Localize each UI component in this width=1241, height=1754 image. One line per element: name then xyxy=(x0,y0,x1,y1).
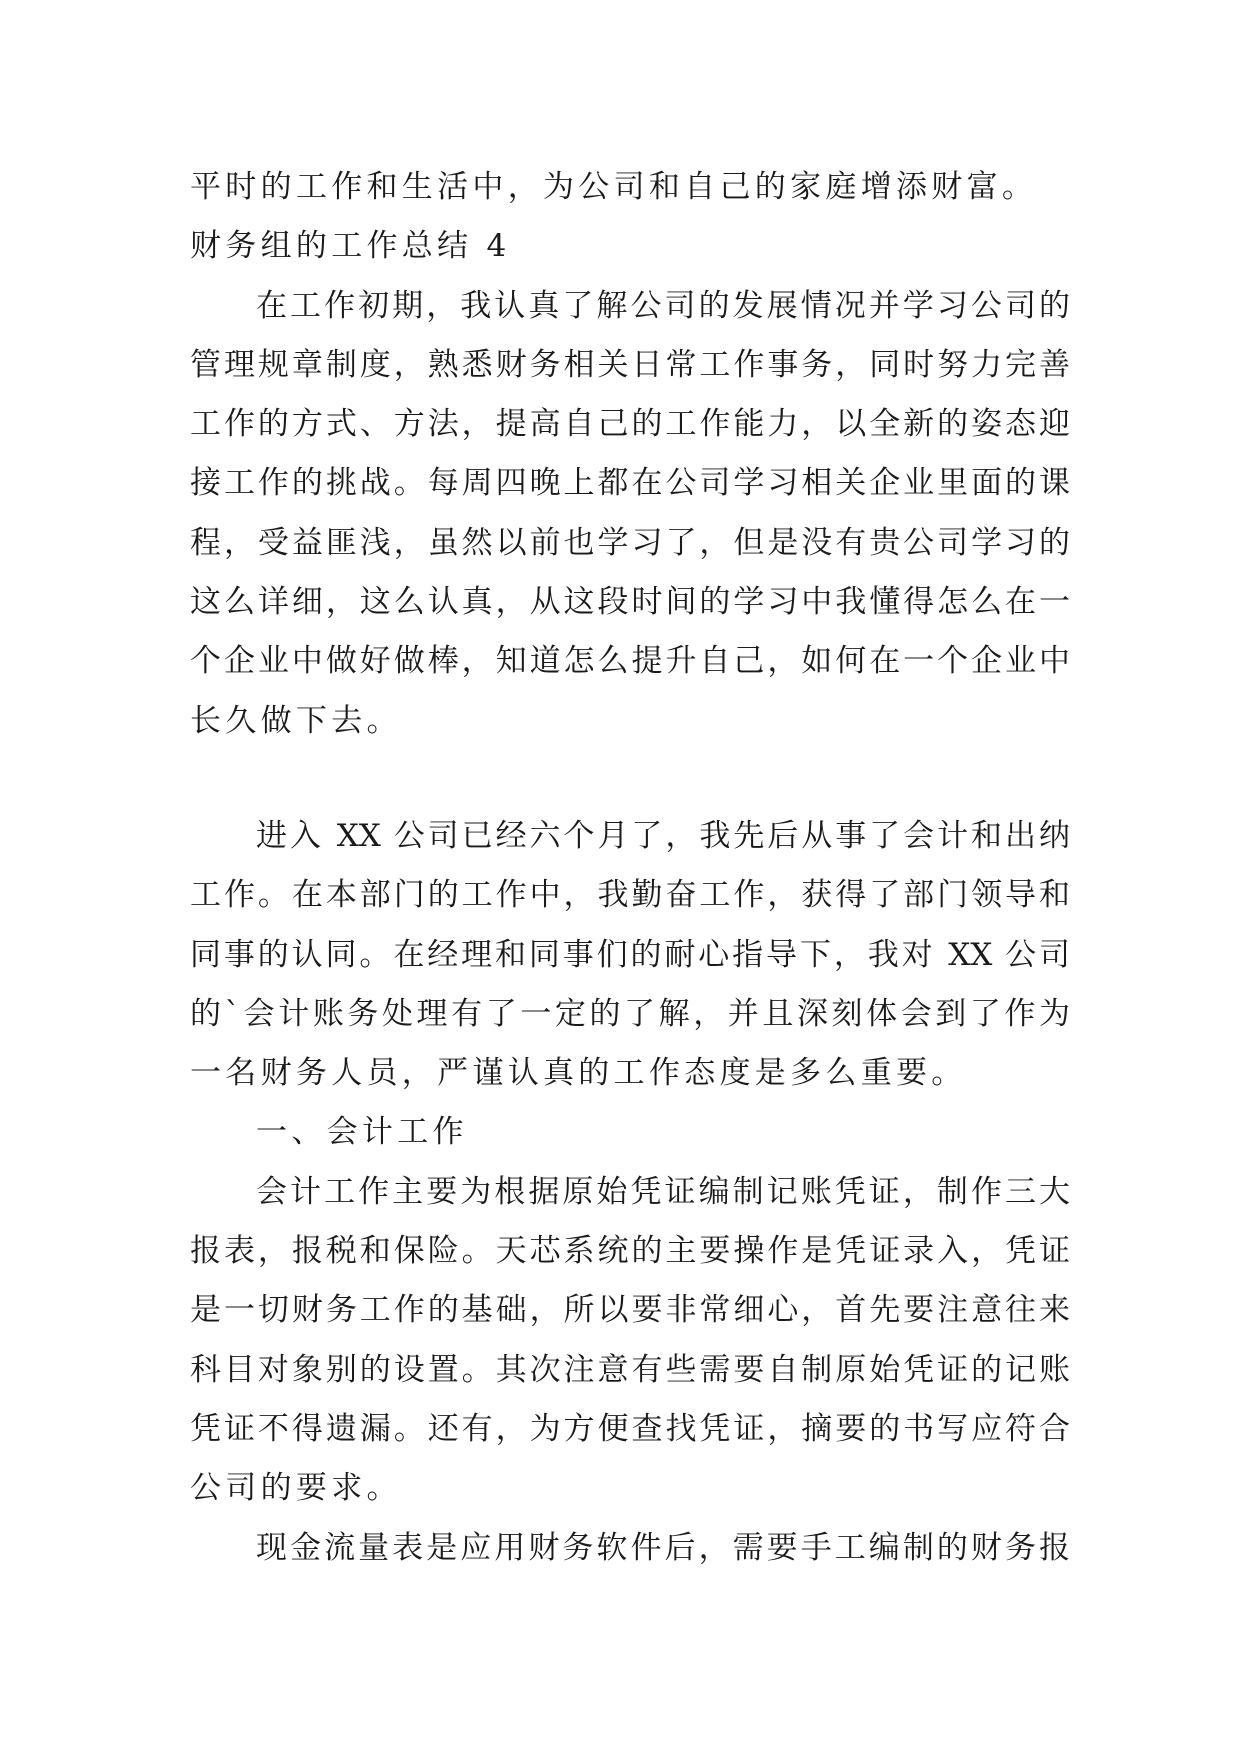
paragraph-gap xyxy=(190,751,1070,807)
paragraph-line: 长久做下去。 xyxy=(190,702,402,739)
paragraph-line: 科目对象别的设置。其次注意有些需要自制原始凭证的记账 xyxy=(190,1351,1070,1388)
section-heading: 财务组的工作总结 4 xyxy=(190,228,511,265)
paragraph-line: 公司的要求。 xyxy=(190,1470,402,1507)
subsection-heading: 一、会计工作 xyxy=(256,1114,468,1151)
paragraph-line: 凭证不得遗漏。还有，为方便查找凭证，摘要的书写应符合 xyxy=(190,1410,1070,1447)
paragraph-line: 在工作初期，我认真了解公司的发展情况并学习公司的 xyxy=(256,287,1070,324)
paragraph-line: 这么详细，这么认真，从这段时间的学习中我懂得怎么在一 xyxy=(190,584,1070,621)
paragraph-line: 是一切财务工作的基础，所以要非常细心，首先要注意往来 xyxy=(190,1292,1070,1329)
paragraph-line: 工作。在本部门的工作中，我勤奋工作，获得了部门领导和 xyxy=(190,877,1070,914)
document-body xyxy=(190,158,1070,1578)
text-line: 平时的工作和生活中，为公司和自己的家庭增添财富。 xyxy=(190,169,1038,205)
paragraph-line: 一名财务人员，严谨认真的工作态度是多么重要。 xyxy=(190,1055,967,1092)
paragraph-line: 现金流量表是应用财务软件后，需要手工编制的财务报 xyxy=(256,1529,1070,1566)
paragraph-line: 程，受益匪浅，虽然以前也学习了，但是没有贵公司学习的 xyxy=(190,524,1070,561)
paragraph-line: 进入 XX 公司已经六个月了，我先后从事了会计和出纳 xyxy=(256,817,1070,854)
paragraph-line: 报表，报税和保险。天芯系统的主要操作是凭证录入，凭证 xyxy=(190,1233,1070,1270)
paragraph-line: 管理规章制度，熟悉财务相关日常工作事务，同时努力完善 xyxy=(190,346,1070,383)
paragraph-line: 个企业中做好做棒，知道怎么提升自己，如何在一个企业中 xyxy=(190,643,1070,680)
paragraph-line: 接工作的挑战。每周四晚上都在公司学习相关企业里面的课 xyxy=(190,465,1070,502)
paragraph-line: 工作的方式、方法，提高自己的工作能力，以全新的姿态迎 xyxy=(190,406,1070,443)
paragraph-line: 的`会计账务处理有了一定的了解，并且深刻体会到了作为 xyxy=(190,995,1070,1032)
paragraph-line: 同事的认同。在经理和同事们的耐心指导下，我对 XX 公司 xyxy=(190,936,1070,973)
paragraph-line: 会计工作主要为根据原始凭证编制记账凭证，制作三大 xyxy=(256,1173,1070,1210)
